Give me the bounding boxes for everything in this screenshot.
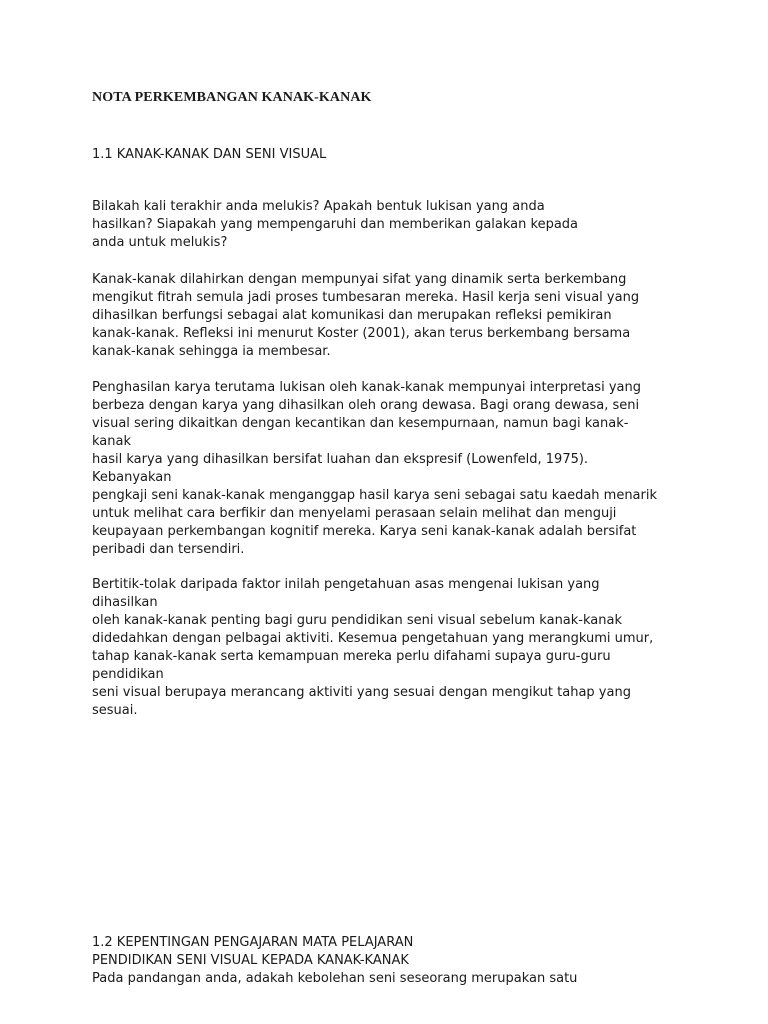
- paragraph-line: tahap kanak-kanak serta kemampuan mereka perlu difahami supaya guru-guru: [92, 649, 611, 664]
- paragraph-line: visual sering dikaitkan dengan kecantikan dan kesempurnaan, namun bagi kanak-: [92, 416, 629, 431]
- paragraph-5: [92, 970, 692, 988]
- paragraph-line: oleh kanak-kanak penting bagi guru pendidikan seni visual sebelum kanak-kanak: [92, 613, 622, 628]
- paragraph-line: kanak-kanak. Refleksi ini menurut Koster (2001), akan terus berkembang bersama: [92, 326, 631, 341]
- paragraph-3: [92, 379, 692, 559]
- paragraph-line: kanak-kanak sehingga ia membesar.: [92, 344, 331, 359]
- heading-line: PENDIDIKAN SENI VISUAL KEPADA KANAK-KANAK: [92, 953, 409, 968]
- paragraph-line: mengikut fitrah semula jadi proses tumbesaran mereka. Hasil kerja seni visual yang: [92, 290, 640, 305]
- paragraph-line: hasilkan? Siapakah yang mempengaruhi dan memberikan galakan kepada: [92, 217, 579, 232]
- paragraph-2: [92, 271, 692, 361]
- paragraph-line: Kebanyakan: [92, 470, 172, 485]
- paragraph-line: untuk melihat cara berfikir dan menyelami perasaan selain melihat dan menguji: [92, 506, 617, 521]
- paragraph-line: Bertitik-tolak daripada faktor inilah pengetahuan asas mengenai lukisan yang: [92, 577, 600, 592]
- paragraph-line: pendidikan: [92, 667, 164, 682]
- paragraph-line: sesuai.: [92, 703, 138, 718]
- paragraph-line: dihasilkan berfungsi sebagai alat komunikasi dan merupakan refleksi pemikiran: [92, 308, 612, 323]
- paragraph-line: berbeza dengan karya yang dihasilkan oleh orang dewasa. Bagi orang dewasa, seni: [92, 398, 640, 413]
- paragraph-line: hasil karya yang dihasilkan bersifat luahan dan ekspresif (Lowenfeld, 1975).: [92, 452, 589, 467]
- paragraph-line: Pada pandangan anda, adakah kebolehan seni seseorang merupakan satu: [92, 971, 578, 986]
- paragraph-1: [92, 198, 692, 252]
- paragraph-4: [92, 576, 692, 720]
- section-heading-1-1: 1.1 KANAK-KANAK DAN SENI VISUAL: [92, 147, 327, 162]
- paragraph-line: anda untuk melukis?: [92, 235, 228, 250]
- paragraph-line: didedahkan dengan pelbagai aktiviti. Kesemua pengetahuan yang merangkumi umur,: [92, 631, 654, 646]
- paragraph-line: keupayaan perkembangan kognitif mereka. Karya seni kanak-kanak adalah bersifat: [92, 524, 637, 539]
- paragraph-line: Kanak-kanak dilahirkan dengan mempunyai sifat yang dinamik serta berkembang: [92, 272, 627, 287]
- paragraph-line: pengkaji seni kanak-kanak menganggap hasil karya seni sebagai satu kaedah menarik: [92, 488, 658, 503]
- paragraph-line: dihasilkan: [92, 595, 158, 610]
- heading-line: 1.2 KEPENTINGAN PENGAJARAN MATA PELAJARAN: [92, 935, 414, 950]
- document-title: NOTA PERKEMBANGAN KANAK-KANAK: [92, 90, 372, 105]
- paragraph-line: seni visual berupaya merancang aktiviti yang sesuai dengan mengikut tahap yang: [92, 685, 631, 700]
- paragraph-line: Penghasilan karya terutama lukisan oleh kanak-kanak mempunyai interpretasi yang: [92, 380, 641, 395]
- paragraph-line: peribadi dan tersendiri.: [92, 542, 245, 557]
- paragraph-line: kanak: [92, 434, 131, 449]
- section-heading-1-2: [92, 934, 413, 970]
- paragraph-line: Bilakah kali terakhir anda melukis? Apakah bentuk lukisan yang anda: [92, 199, 545, 214]
